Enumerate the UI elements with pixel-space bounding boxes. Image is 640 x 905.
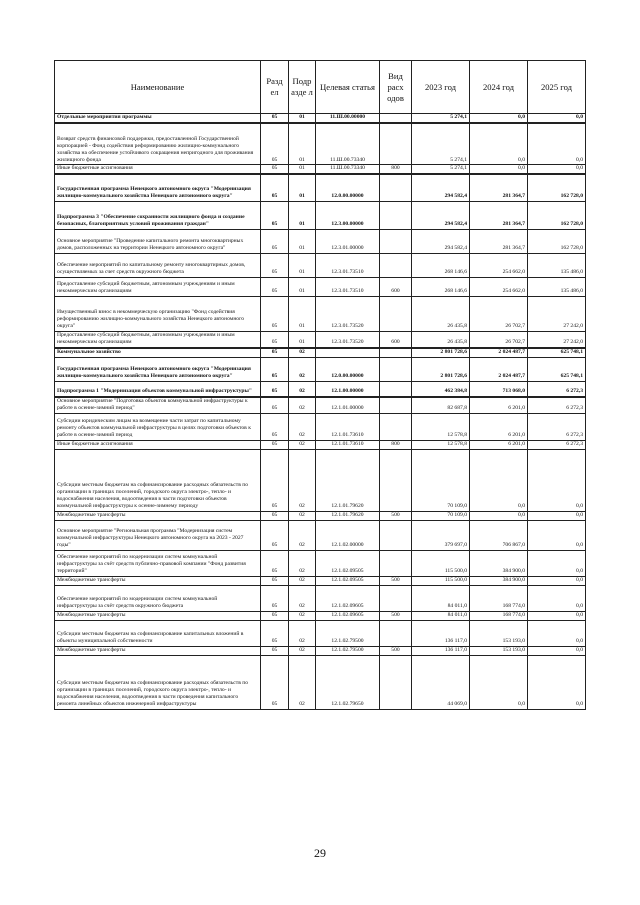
- row-2023-cell: 82 687,8: [412, 397, 470, 413]
- row-target-cell: 12.1.01.79620: [316, 449, 380, 511]
- row-2025-cell: 6 272,3: [528, 440, 586, 449]
- row-2024-cell: 281 364,7: [470, 174, 528, 201]
- row-2024-cell: 2 024 487,7: [470, 348, 528, 357]
- row-2023-cell: 379 697,0: [412, 520, 470, 550]
- row-type-cell: 600: [380, 277, 412, 296]
- row-section-cell: 05: [261, 397, 289, 413]
- table-row: [55, 229, 586, 253]
- row-target-cell: 12.1.02.79500: [316, 620, 380, 646]
- budget-table: [54, 60, 586, 710]
- row-2023-cell: 115 500,0: [412, 550, 470, 576]
- row-2025-cell: 0,0: [528, 611, 586, 620]
- row-subsection-cell: 01: [289, 114, 316, 123]
- row-section-cell: 05: [261, 165, 289, 174]
- row-type-cell: [380, 229, 412, 253]
- row-target-cell: 12.3.01.73510: [316, 253, 380, 277]
- row-2024-cell: 26 702,7: [470, 296, 528, 331]
- row-2025-cell: 0,0: [528, 585, 586, 611]
- row-target-cell: 12.1.01.79620: [316, 511, 380, 520]
- table-row: [55, 296, 586, 331]
- row-section-cell: 05: [261, 381, 289, 397]
- header-name: Наименование: [55, 61, 261, 114]
- row-target-cell: 12.1.02.09505: [316, 576, 380, 585]
- row-2023-cell: 84 011,0: [412, 611, 470, 620]
- row-type-cell: [380, 174, 412, 201]
- row-type-cell: [380, 357, 412, 381]
- row-2023-cell: 12 578,8: [412, 440, 470, 449]
- row-2025-cell: 6 272,3: [528, 381, 586, 397]
- row-2025-cell: 0,0: [528, 123, 586, 165]
- table-row: [55, 174, 586, 201]
- row-name-cell: Межбюджетные трансферты: [55, 511, 261, 520]
- row-section-cell: 05: [261, 357, 289, 381]
- row-name-cell: Субсидии местным бюджетам на софинансирование капитальных вложений в объекты муниципальной собственности: [55, 620, 261, 646]
- row-section-cell: 05: [261, 413, 289, 440]
- row-2024-cell: 26 702,7: [470, 331, 528, 347]
- row-subsection-cell: 02: [289, 620, 316, 646]
- row-name-cell: Коммунальное хозяйство: [55, 348, 261, 357]
- row-2023-cell: 268 146,6: [412, 277, 470, 296]
- row-name-cell: Межбюджетные трансферты: [55, 646, 261, 655]
- row-subsection-cell: 02: [289, 413, 316, 440]
- table-row: [55, 114, 586, 123]
- table-row: [55, 123, 586, 165]
- row-subsection-cell: 02: [289, 381, 316, 397]
- row-subsection-cell: 01: [289, 331, 316, 347]
- row-2023-cell: 84 011,0: [412, 585, 470, 611]
- row-name-cell: Возврат средств финансовой поддержки, предоставленной Государственной корпорацией - Фонд содействия реформированию жилищно-коммунального хозяйства на обеспечение устойчивого сокращения непригодного для проживания жилищного фонда: [55, 123, 261, 165]
- row-subsection-cell: 02: [289, 348, 316, 357]
- row-2025-cell: 0,0: [528, 655, 586, 709]
- row-2023-cell: 70 109,0: [412, 511, 470, 520]
- row-target-cell: 12.1.01.73610: [316, 440, 380, 449]
- row-2024-cell: 2 024 487,7: [470, 357, 528, 381]
- row-name-cell: Межбюджетные трансферты: [55, 611, 261, 620]
- row-2025-cell: 0,0: [528, 646, 586, 655]
- row-section-cell: 05: [261, 620, 289, 646]
- row-type-cell: [380, 114, 412, 123]
- row-target-cell: 12.1.01.73610: [316, 413, 380, 440]
- row-type-cell: [380, 550, 412, 576]
- row-2023-cell: 136 117,0: [412, 620, 470, 646]
- table-row: [55, 440, 586, 449]
- row-2024-cell: 168 774,0: [470, 585, 528, 611]
- row-name-cell: Межбюджетные трансферты: [55, 576, 261, 585]
- row-type-cell: 800: [380, 165, 412, 174]
- table-row: [55, 413, 586, 440]
- row-name-cell: Обеспечение мероприятий по капитальному ремонту многоквартирных домов, осуществляемых за счет средств окружного бюджета: [55, 253, 261, 277]
- row-2025-cell: 625 748,1: [528, 348, 586, 357]
- row-2023-cell: 70 109,0: [412, 449, 470, 511]
- row-type-cell: [380, 123, 412, 165]
- row-name-cell: Основное мероприятие "Региональная программа "Модернизация систем коммунальной инфраструктуры Ненецкого автономного округа на 2023 - 2027 годы": [55, 520, 261, 550]
- row-2024-cell: 0,0: [470, 114, 528, 123]
- row-name-cell: Подпрограмма 3 "Обеспечение сохранности жилищного фонда и создание безопасных, благоприятных условий проживания граждан": [55, 201, 261, 229]
- row-name-cell: Предоставление субсидий бюджетным, автономным учреждениям и иным некоммерческим организациям: [55, 277, 261, 296]
- table-row: [55, 348, 586, 357]
- row-subsection-cell: 02: [289, 655, 316, 709]
- row-name-cell: Государственная программа Ненецкого автономного округа "Модернизация жилищно-коммунального хозяйства Ненецкого автономного округа": [55, 174, 261, 201]
- row-type-cell: [380, 348, 412, 357]
- row-2023-cell: 5 274,1: [412, 114, 470, 123]
- row-2024-cell: 153 193,0: [470, 620, 528, 646]
- row-2025-cell: 0,0: [528, 576, 586, 585]
- row-2023-cell: 44 069,0: [412, 655, 470, 709]
- row-target-cell: 12.3.01.73520: [316, 296, 380, 331]
- row-section-cell: 05: [261, 520, 289, 550]
- row-2025-cell: 162 728,0: [528, 229, 586, 253]
- row-type-cell: [380, 397, 412, 413]
- row-target-cell: 12.1.02.79650: [316, 655, 380, 709]
- row-type-cell: [380, 201, 412, 229]
- row-2024-cell: 254 662,0: [470, 253, 528, 277]
- row-target-cell: 12.3.01.73520: [316, 331, 380, 347]
- row-name-cell: Обеспечение мероприятий по модернизации систем коммунальной инфраструктуры за счёт средств публично-правовой компании "Фонд развития территорий": [55, 550, 261, 576]
- row-section-cell: 05: [261, 253, 289, 277]
- table-row: [55, 331, 586, 347]
- row-target-cell: 12.3.00.00000: [316, 201, 380, 229]
- row-target-cell: 12.1.00.00000: [316, 381, 380, 397]
- row-2025-cell: 27 242,0: [528, 331, 586, 347]
- row-type-cell: 500: [380, 511, 412, 520]
- row-2024-cell: 168 774,0: [470, 611, 528, 620]
- row-type-cell: 500: [380, 611, 412, 620]
- row-subsection-cell: 02: [289, 646, 316, 655]
- table-row: [55, 381, 586, 397]
- row-2024-cell: 6 201,0: [470, 440, 528, 449]
- row-target-cell: 12.1.02.79500: [316, 646, 380, 655]
- row-2025-cell: 162 728,0: [528, 201, 586, 229]
- row-section-cell: 05: [261, 114, 289, 123]
- row-name-cell: Основное мероприятие "Проведение капитального ремонта многоквартирных домов, расположенных на территории Ненецкого автономного округа": [55, 229, 261, 253]
- row-2023-cell: 26 435,8: [412, 296, 470, 331]
- row-subsection-cell: 02: [289, 520, 316, 550]
- row-section-cell: 05: [261, 348, 289, 357]
- row-section-cell: 05: [261, 585, 289, 611]
- row-2024-cell: 0,0: [470, 449, 528, 511]
- page-number: 29: [314, 846, 326, 860]
- row-2023-cell: 12 578,8: [412, 413, 470, 440]
- row-subsection-cell: 01: [289, 277, 316, 296]
- row-subsection-cell: 01: [289, 296, 316, 331]
- row-2024-cell: 384 900,0: [470, 576, 528, 585]
- row-target-cell: 12.3.01.00000: [316, 229, 380, 253]
- row-subsection-cell: 02: [289, 585, 316, 611]
- row-section-cell: 05: [261, 611, 289, 620]
- row-target-cell: 11.Ш.00.73340: [316, 123, 380, 165]
- row-target-cell: 11.Ш.00.73340: [316, 165, 380, 174]
- row-subsection-cell: 02: [289, 397, 316, 413]
- row-type-cell: 800: [380, 440, 412, 449]
- table-row: [55, 201, 586, 229]
- table-row: [55, 277, 586, 296]
- row-2025-cell: 0,0: [528, 449, 586, 511]
- row-subsection-cell: 01: [289, 229, 316, 253]
- row-2024-cell: 153 193,0: [470, 646, 528, 655]
- row-target-cell: 12.1.02.09605: [316, 585, 380, 611]
- row-type-cell: 500: [380, 646, 412, 655]
- table-row: [55, 620, 586, 646]
- row-2023-cell: 294 582,4: [412, 201, 470, 229]
- row-section-cell: 05: [261, 174, 289, 201]
- row-2024-cell: 384 900,0: [470, 550, 528, 576]
- row-type-cell: 600: [380, 331, 412, 347]
- row-type-cell: [380, 655, 412, 709]
- row-2023-cell: 2 801 728,6: [412, 348, 470, 357]
- row-name-cell: Субсидии юридическим лицам на возмещение части затрат по капитальному ремонту объектов коммунальной инфраструктуры в целях подготовки объектов к работе в осенне-зимний период: [55, 413, 261, 440]
- row-section-cell: 05: [261, 296, 289, 331]
- row-type-cell: 500: [380, 576, 412, 585]
- row-2023-cell: 294 582,4: [412, 229, 470, 253]
- row-subsection-cell: 01: [289, 253, 316, 277]
- row-name-cell: Основное мероприятие "Подготовка объектов коммунальной инфраструктуры к работе в осенне-зимний период": [55, 397, 261, 413]
- row-section-cell: 05: [261, 655, 289, 709]
- table-row: [55, 357, 586, 381]
- row-target-cell: 12.1.02.00000: [316, 520, 380, 550]
- row-section-cell: 05: [261, 511, 289, 520]
- row-type-cell: [380, 620, 412, 646]
- row-section-cell: 05: [261, 229, 289, 253]
- row-2024-cell: 0,0: [470, 123, 528, 165]
- row-2025-cell: 6 272,3: [528, 397, 586, 413]
- row-2023-cell: 115 500,0: [412, 576, 470, 585]
- row-2024-cell: 254 662,0: [470, 277, 528, 296]
- header-row: [55, 61, 586, 114]
- header-2025: 2025 год: [528, 61, 586, 114]
- row-2025-cell: 625 748,1: [528, 357, 586, 381]
- row-2023-cell: 294 582,4: [412, 174, 470, 201]
- row-2025-cell: 0,0: [528, 550, 586, 576]
- row-section-cell: 05: [261, 550, 289, 576]
- row-target-cell: 12.0.00.00000: [316, 357, 380, 381]
- row-2025-cell: 135 486,0: [528, 253, 586, 277]
- row-name-cell: Субсидии местным бюджетам на софинансирование расходных обязательств по организации в границах поселений, городского округа электро-, тепло- и водоснабжения населения, водоотведения в части подготовки объектов коммунальной инфраструктуры к осенне-зимнему периоду: [55, 449, 261, 511]
- row-name-cell: Подпрограмма 1 "Модернизация объектов коммунальной инфраструктуры": [55, 381, 261, 397]
- row-2024-cell: 0,0: [470, 655, 528, 709]
- row-type-cell: [380, 585, 412, 611]
- row-type-cell: [380, 296, 412, 331]
- row-section-cell: 05: [261, 331, 289, 347]
- row-subsection-cell: 02: [289, 511, 316, 520]
- row-type-cell: [380, 253, 412, 277]
- row-type-cell: [380, 381, 412, 397]
- row-name-cell: Предоставление субсидий бюджетным, автономным учреждениям и иным некоммерческим организациям: [55, 331, 261, 347]
- header-target: Целевая статья: [316, 61, 380, 114]
- row-subsection-cell: 01: [289, 165, 316, 174]
- row-type-cell: [380, 520, 412, 550]
- row-2023-cell: 462 384,8: [412, 381, 470, 397]
- row-2024-cell: 281 364,7: [470, 229, 528, 253]
- row-subsection-cell: 02: [289, 440, 316, 449]
- row-2023-cell: 5 274,1: [412, 165, 470, 174]
- header-type: Вид расх одов: [380, 61, 412, 114]
- table-row: [55, 165, 586, 174]
- row-2025-cell: 27 242,0: [528, 296, 586, 331]
- row-2025-cell: 135 486,0: [528, 277, 586, 296]
- table-row: [55, 550, 586, 576]
- row-2024-cell: 6 201,0: [470, 397, 528, 413]
- row-subsection-cell: 01: [289, 123, 316, 165]
- row-name-cell: Субсидии местным бюджетам на софинансирование расходных обязательств по организации в границах поселений, городского округа электро-, тепло- и водоснабжения населения, водоотведения в части проведения капитального ремонта линейных объектов инженерной инфраструктуры: [55, 655, 261, 709]
- row-target-cell: 11.Ш.00.00000: [316, 114, 380, 123]
- table-row: [55, 253, 586, 277]
- table-body: [55, 114, 586, 710]
- row-target-cell: 12.1.02.09505: [316, 550, 380, 576]
- row-target-cell: [316, 348, 380, 357]
- row-name-cell: Обеспечение мероприятий по модернизации систем коммунальной инфраструктуры за счёт средств окружного бюджета: [55, 585, 261, 611]
- row-section-cell: 05: [261, 201, 289, 229]
- row-2024-cell: 713 068,0: [470, 381, 528, 397]
- row-2025-cell: 0,0: [528, 511, 586, 520]
- row-2023-cell: 2 801 728,6: [412, 357, 470, 381]
- table-row: [55, 611, 586, 620]
- row-2025-cell: 0,0: [528, 520, 586, 550]
- row-type-cell: [380, 449, 412, 511]
- table-row: [55, 397, 586, 413]
- row-subsection-cell: 02: [289, 550, 316, 576]
- table-row: [55, 585, 586, 611]
- row-section-cell: 05: [261, 277, 289, 296]
- header-subsection: Подр азде л: [289, 61, 316, 114]
- row-2025-cell: 0,0: [528, 114, 586, 123]
- row-2023-cell: 268 146,6: [412, 253, 470, 277]
- row-2023-cell: 26 435,8: [412, 331, 470, 347]
- row-2024-cell: 6 201,0: [470, 413, 528, 440]
- row-section-cell: 05: [261, 440, 289, 449]
- row-2025-cell: 0,0: [528, 165, 586, 174]
- row-name-cell: Имущественный взнос в некоммерческую организацию "Фонд содействия реформированию жилищно-коммунального хозяйства Ненецкого автономного округа": [55, 296, 261, 331]
- row-target-cell: 12.0.00.00000: [316, 174, 380, 201]
- table-row: [55, 646, 586, 655]
- table-row: [55, 655, 586, 709]
- row-2024-cell: 281 364,7: [470, 201, 528, 229]
- row-subsection-cell: 02: [289, 576, 316, 585]
- row-name-cell: Иные бюджетные ассигнования: [55, 165, 261, 174]
- row-name-cell: Отдельные мероприятия программы: [55, 114, 261, 123]
- row-section-cell: 05: [261, 123, 289, 165]
- header-2023: 2023 год: [412, 61, 470, 114]
- row-subsection-cell: 01: [289, 201, 316, 229]
- row-2025-cell: 162 728,0: [528, 174, 586, 201]
- table-row: [55, 576, 586, 585]
- row-target-cell: 12.1.02.09605: [316, 611, 380, 620]
- row-type-cell: [380, 413, 412, 440]
- header-2024: 2024 год: [470, 61, 528, 114]
- row-2023-cell: 5 274,1: [412, 123, 470, 165]
- row-target-cell: 12.1.01.00000: [316, 397, 380, 413]
- row-2025-cell: 0,0: [528, 620, 586, 646]
- row-2024-cell: 706 867,0: [470, 520, 528, 550]
- row-2024-cell: 0,0: [470, 165, 528, 174]
- row-section-cell: 05: [261, 576, 289, 585]
- table-row: [55, 520, 586, 550]
- row-2023-cell: 136 117,0: [412, 646, 470, 655]
- row-2025-cell: 6 272,3: [528, 413, 586, 440]
- row-subsection-cell: 01: [289, 174, 316, 201]
- header-section: Разд ел: [261, 61, 289, 114]
- row-name-cell: Иные бюджетные ассигнования: [55, 440, 261, 449]
- row-section-cell: 05: [261, 646, 289, 655]
- row-name-cell: Государственная программа Ненецкого автономного округа "Модернизация жилищно-коммунального хозяйства Ненецкого автономного округа": [55, 357, 261, 381]
- table-row: [55, 511, 586, 520]
- row-section-cell: 05: [261, 449, 289, 511]
- row-2024-cell: 0,0: [470, 511, 528, 520]
- row-subsection-cell: 02: [289, 357, 316, 381]
- table-row: [55, 449, 586, 511]
- row-subsection-cell: 02: [289, 449, 316, 511]
- row-target-cell: 12.3.01.73510: [316, 277, 380, 296]
- row-subsection-cell: 02: [289, 611, 316, 620]
